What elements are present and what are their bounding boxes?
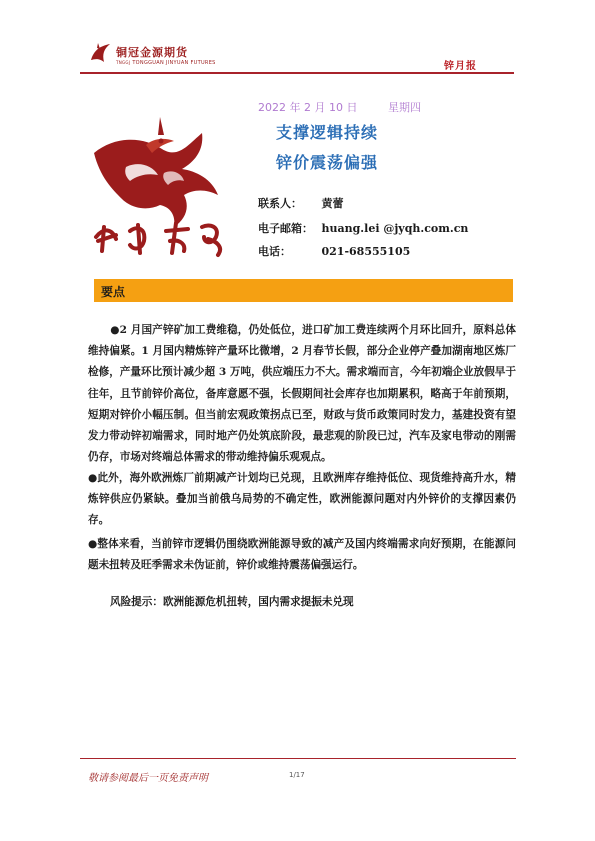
contact-phone: 021-68555105 xyxy=(321,245,411,258)
contact-email[interactable]: huang.lei @jyqh.com.cn xyxy=(321,222,469,235)
contact-person: 黄蕾 xyxy=(321,197,344,210)
report-type: 锌月报 xyxy=(444,61,477,72)
header-divider xyxy=(80,72,514,74)
company-logo-small-text: TNGGJ xyxy=(116,60,131,65)
company-name-en xyxy=(116,60,216,66)
footer-disclaimer: 敬请参阅最后一页免责声明 xyxy=(88,773,208,784)
company-emblem xyxy=(86,115,256,260)
section-header-bar xyxy=(94,279,513,302)
report-date: 2022 年 2 月 10 日 xyxy=(258,101,358,114)
risk-warning: 风险提示：欧洲能源危机扭转，国内需求提振未兑现 xyxy=(110,596,354,608)
body-paragraph-3: ●整体来看，当前锌市逻辑仍围绕欧洲能源导致的减产及国内终端需求向好预期，在能源问题未扭转及旺季需求未伪证前，锌价或维持震荡偏强运行。 xyxy=(88,538,516,572)
report-weekday: 星期四 xyxy=(388,101,421,114)
contact-phone-row xyxy=(258,243,410,259)
report-title-line1: 支撑逻辑持续 xyxy=(276,123,379,142)
company-name-en-text: TONGGUAN JINYUAN FUTURES xyxy=(132,60,216,66)
contact-email-label: 电子邮箱： xyxy=(258,222,313,235)
body-paragraph-2: ●此外，海外欧洲炼厂前期减产计划均已兑现，且欧洲库存维持低位、现货维持高升水，精炼锌供应仍紧缺。叠加当前俄乌局势的不确定性，欧洲能源问题对内外锌价的支撑因素仍存。 xyxy=(88,472,516,527)
report-title-line2: 锌价震荡偏强 xyxy=(276,153,379,172)
contact-person-row xyxy=(258,195,344,211)
footer-divider xyxy=(80,758,516,759)
company-name-cn: 铜冠金源期货 xyxy=(116,46,188,59)
contact-email-row xyxy=(258,220,468,236)
body-paragraph-1: ●2 月国产锌矿加工费维稳，仍处低位，进口矿加工费连续两个月环比回升，原料总体维持偏紧。1 月国内精炼锌产量环比微增，2 月春节长假，部分企业停产叠加湖南地区炼厂检修，产量环比预计减少超 3 万吨，供应端压力不大。需求端而言，今年初端企业放假早于往年，且节前锌价高位，备库意愿不强，长假期间社会库存也加期累积，略高于年前预期，短期对锌价小幅压制。但当前宏观政策拐点已至，财政与货币政策同时发力，基建投资有望发力带动锌初端需求，同时地产仍处筑底阶段，最悲观的阶段已过，汽车及家电带动的刚需仍存，市场对终端总体需求的带动维持偏乐观观点。 xyxy=(88,324,516,464)
page-number: 1/17 xyxy=(289,771,305,779)
contact-phone-label: 电话： xyxy=(258,245,291,258)
contact-person-label: 联系人： xyxy=(258,197,302,210)
section-title: 要点 xyxy=(101,285,126,299)
company-logo-icon xyxy=(88,40,114,66)
